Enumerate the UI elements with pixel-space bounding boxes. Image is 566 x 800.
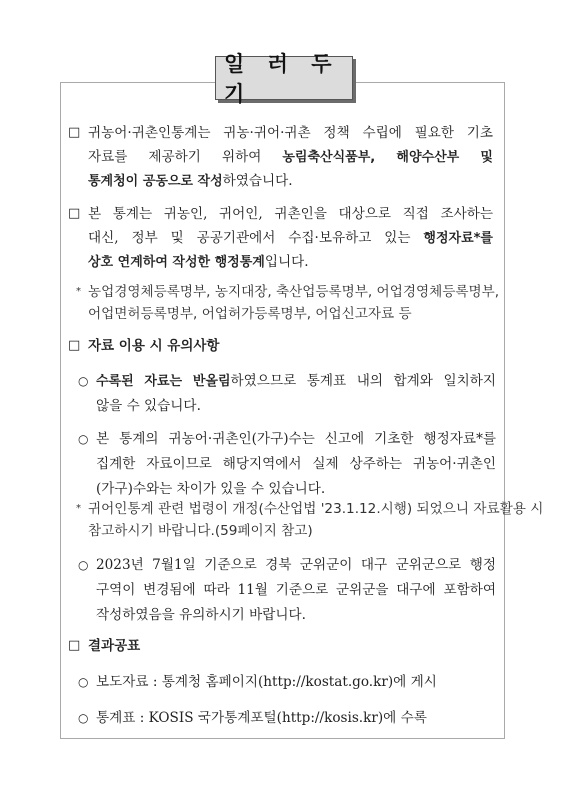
circle-bullet: ○ bbox=[78, 711, 89, 725]
p2-footnote bbox=[68, 280, 498, 324]
intro-paragraph-1 bbox=[68, 121, 498, 193]
publish-item-1 bbox=[68, 670, 498, 694]
p2-note-line1: 농업경영체등록명부, 농지대장, 축산업등록명부, 어업경영체등록명부, bbox=[88, 284, 500, 300]
caution-item-3 bbox=[68, 553, 498, 628]
caution-note-line2: 참고하시기 바랍니다.(59페이지 참고) bbox=[88, 523, 313, 539]
box-bullet: □ bbox=[68, 125, 81, 140]
p1-line2: 자료를 제공하기 위하여 농림축산식품부, 해양수산부 및 bbox=[88, 149, 493, 165]
circle-bullet: ○ bbox=[78, 374, 89, 388]
publish-press-release: 보도자료 : 통계청 홈페이지(http://kostat.go.kr)에 게시 bbox=[96, 674, 437, 690]
box-bullet: □ bbox=[68, 206, 81, 221]
p2-line1: 본 통계는 귀농인, 귀어인, 귀촌인을 대상으로 직접 조사하는 bbox=[88, 206, 493, 222]
caution-heading: 자료 이용 시 유의사항 bbox=[88, 338, 220, 354]
caution-2-line1: 본 통계의 귀농어·귀촌인(가구)수는 신고에 기초한 행정자료*를 bbox=[96, 431, 496, 447]
caution-note-line1: 귀어인통계 관련 법령이 개정(수산업법 '23.1.12.시행) 되었으니 자료활용 시 bbox=[88, 501, 544, 517]
box-bullet: □ bbox=[68, 638, 81, 653]
p2-note-line2: 어업면허등록명부, 어업허가등록명부, 어업신고자료 등 bbox=[88, 306, 412, 322]
page-title: 일 러 두 기 bbox=[215, 56, 353, 100]
p1-line1: 귀농어·귀촌인통계는 귀농·귀어·귀촌 정책 수립에 필요한 기초 bbox=[88, 125, 493, 141]
p1-line3: 통계청이 공동으로 작성하였습니다. bbox=[88, 173, 293, 189]
p2-line2: 대신, 정부 및 공공기관에서 수집·보유하고 있는 행정자료*를 bbox=[88, 230, 493, 246]
p2-line3: 상호 연계하여 작성한 행정통계입니다. bbox=[88, 254, 309, 270]
caution-1-line2: 않을 수 있습니다. bbox=[96, 398, 201, 414]
caution-3-line2: 구역이 변경됨에 따라 11월 기준으로 군위군을 대구에 포함하여 bbox=[96, 582, 496, 598]
caution-footnote bbox=[68, 497, 544, 541]
publish-section bbox=[68, 634, 498, 658]
circle-bullet: ○ bbox=[78, 675, 89, 689]
caution-3-line1: 2023년 7월1일 기준으로 경북 군위군이 대구 군위군으로 행정 bbox=[96, 557, 496, 573]
publish-item-2 bbox=[68, 706, 498, 730]
intro-paragraph-2 bbox=[68, 202, 498, 274]
caution-item-1 bbox=[68, 369, 498, 419]
note-asterisk: * bbox=[76, 286, 81, 297]
caution-1-line1: 수록된 자료는 반올림하였으므로 통계표 내의 합계와 일치하지 bbox=[96, 373, 496, 389]
caution-2-line2: 집계한 자료이므로 해당지역에서 실제 상주하는 귀농어·귀촌인 bbox=[96, 456, 496, 472]
caution-section bbox=[68, 334, 498, 358]
note-asterisk: * bbox=[76, 503, 81, 514]
circle-bullet: ○ bbox=[78, 558, 89, 572]
circle-bullet: ○ bbox=[78, 432, 89, 446]
publish-stat-table: 통계표 : KOSIS 국가통계포털(http://kosis.kr)에 수록 bbox=[96, 710, 427, 726]
box-bullet: □ bbox=[68, 338, 81, 353]
caution-item-2 bbox=[68, 427, 498, 502]
caution-3-line3: 작성하였음을 유의하시기 바랍니다. bbox=[96, 607, 306, 623]
publish-heading: 결과공표 bbox=[88, 638, 141, 654]
caution-2-line3: (가구)수와는 차이가 있을 수 있습니다. bbox=[96, 481, 326, 497]
